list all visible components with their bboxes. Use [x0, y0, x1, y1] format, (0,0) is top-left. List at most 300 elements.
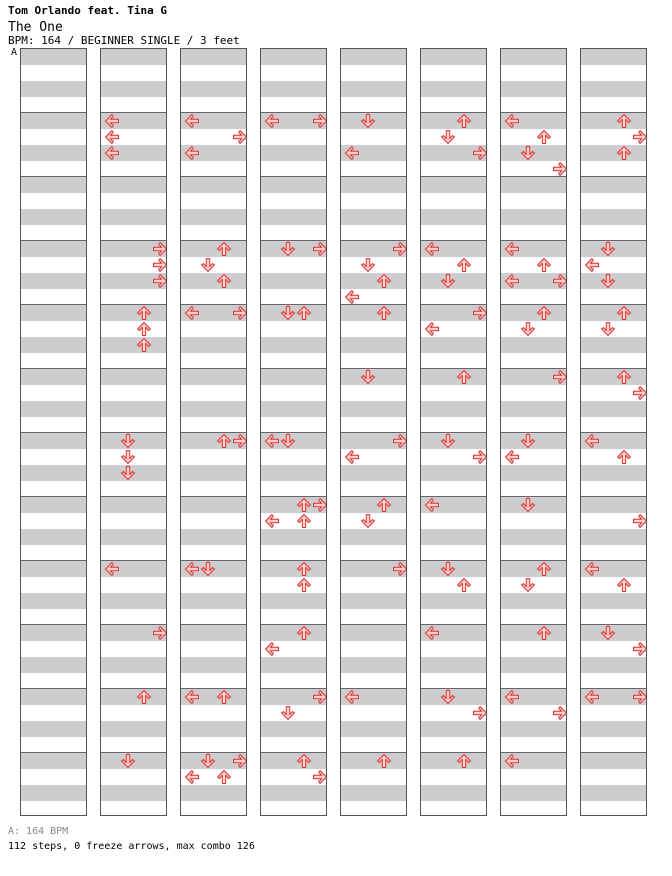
measure	[421, 176, 486, 240]
beat-band	[101, 401, 166, 417]
left-arrow-icon	[424, 497, 440, 513]
right-arrow-icon	[232, 753, 247, 769]
beat-band	[21, 305, 86, 321]
left-arrow-icon	[184, 305, 200, 321]
measure	[21, 496, 86, 560]
beat-band	[181, 785, 246, 801]
beat-band	[421, 337, 486, 353]
chart-column-4	[260, 48, 327, 816]
up-arrow-icon	[296, 561, 312, 577]
down-arrow-icon	[600, 241, 616, 257]
beat-band	[21, 625, 86, 641]
left-arrow-icon	[424, 625, 440, 641]
down-arrow-icon	[360, 369, 376, 385]
beat-band	[501, 721, 566, 737]
measure	[341, 176, 406, 240]
beat-band	[21, 145, 86, 161]
beat-band	[581, 657, 646, 673]
left-arrow-icon	[504, 449, 520, 465]
down-arrow-icon	[520, 433, 536, 449]
left-arrow-icon	[184, 689, 200, 705]
up-arrow-icon	[616, 145, 632, 161]
left-arrow-icon	[504, 273, 520, 289]
beat-band	[421, 721, 486, 737]
measure	[21, 176, 86, 240]
measure	[101, 496, 166, 560]
beat-band	[421, 657, 486, 673]
down-arrow-icon	[440, 561, 456, 577]
beat-band	[581, 113, 646, 129]
beat-band	[101, 593, 166, 609]
up-arrow-icon	[216, 273, 232, 289]
measure	[101, 304, 166, 368]
bpm-marker-label: A	[11, 47, 18, 58]
beat-band	[181, 81, 246, 97]
measure	[501, 48, 566, 112]
beat-band	[261, 625, 326, 641]
beat-band	[261, 593, 326, 609]
beat-band	[421, 529, 486, 545]
measure	[101, 688, 166, 752]
beat-band	[341, 625, 406, 641]
up-arrow-icon	[456, 113, 472, 129]
down-arrow-icon	[600, 273, 616, 289]
chart-column-6	[420, 48, 487, 816]
chart-column-3	[180, 48, 247, 816]
beat-band	[581, 49, 646, 65]
beat-band	[101, 721, 166, 737]
beat-band	[21, 209, 86, 225]
up-arrow-icon	[616, 577, 632, 593]
right-arrow-icon	[312, 769, 327, 785]
left-arrow-icon	[344, 289, 360, 305]
beat-band	[261, 529, 326, 545]
beat-band	[101, 81, 166, 97]
down-arrow-icon	[440, 689, 456, 705]
measure	[181, 496, 246, 560]
beat-band	[181, 497, 246, 513]
measure	[21, 624, 86, 688]
beat-band	[261, 273, 326, 289]
beat-band	[341, 177, 406, 193]
up-arrow-icon	[136, 305, 152, 321]
right-arrow-icon	[552, 273, 567, 289]
beat-band	[181, 657, 246, 673]
beat-band	[181, 49, 246, 65]
right-arrow-icon	[152, 241, 167, 257]
measure	[341, 624, 406, 688]
beat-band	[421, 593, 486, 609]
beat-band	[501, 305, 566, 321]
beat-band	[501, 337, 566, 353]
beat-band	[501, 401, 566, 417]
beat-band	[21, 785, 86, 801]
left-arrow-icon	[584, 433, 600, 449]
right-arrow-icon	[632, 641, 647, 657]
beat-band	[341, 785, 406, 801]
beat-band	[181, 625, 246, 641]
measure	[421, 368, 486, 432]
beat-band	[341, 657, 406, 673]
beat-band	[261, 753, 326, 769]
beat-band	[101, 785, 166, 801]
right-arrow-icon	[392, 433, 407, 449]
beat-band	[581, 337, 646, 353]
up-arrow-icon	[616, 113, 632, 129]
down-arrow-icon	[280, 705, 296, 721]
measure	[181, 624, 246, 688]
down-arrow-icon	[360, 257, 376, 273]
left-arrow-icon	[344, 145, 360, 161]
right-arrow-icon	[632, 689, 647, 705]
left-arrow-icon	[104, 113, 120, 129]
beat-band	[101, 497, 166, 513]
measure	[101, 48, 166, 112]
down-arrow-icon	[200, 561, 216, 577]
beat-band	[261, 369, 326, 385]
measure	[261, 560, 326, 624]
beat-band	[501, 529, 566, 545]
beat-band	[341, 721, 406, 737]
measure	[181, 368, 246, 432]
right-arrow-icon	[472, 305, 487, 321]
beat-band	[581, 145, 646, 161]
up-arrow-icon	[296, 497, 312, 513]
up-arrow-icon	[456, 577, 472, 593]
measure	[421, 752, 486, 816]
measure	[21, 112, 86, 176]
left-arrow-icon	[504, 113, 520, 129]
down-arrow-icon	[200, 753, 216, 769]
beat-band	[581, 593, 646, 609]
left-arrow-icon	[344, 449, 360, 465]
beat-band	[341, 273, 406, 289]
right-arrow-icon	[232, 433, 247, 449]
beat-band	[101, 337, 166, 353]
beat-band	[341, 497, 406, 513]
beat-band	[21, 721, 86, 737]
up-arrow-icon	[296, 305, 312, 321]
beat-band	[421, 753, 486, 769]
beat-band	[21, 433, 86, 449]
step-summary: 112 steps, 0 freeze arrows, max combo 126	[8, 841, 255, 852]
measure	[101, 176, 166, 240]
right-arrow-icon	[632, 385, 647, 401]
beat-band	[101, 369, 166, 385]
beat-band	[101, 49, 166, 65]
down-arrow-icon	[520, 321, 536, 337]
beat-band	[21, 49, 86, 65]
right-arrow-icon	[632, 129, 647, 145]
down-arrow-icon	[520, 497, 536, 513]
beat-band	[261, 145, 326, 161]
beat-band	[501, 465, 566, 481]
left-arrow-icon	[104, 561, 120, 577]
up-arrow-icon	[216, 433, 232, 449]
beat-band	[21, 273, 86, 289]
beat-band	[261, 721, 326, 737]
beat-band	[501, 657, 566, 673]
beat-band	[421, 177, 486, 193]
beat-band	[261, 177, 326, 193]
beat-band	[21, 465, 86, 481]
beat-band	[581, 209, 646, 225]
down-arrow-icon	[520, 145, 536, 161]
measure	[341, 48, 406, 112]
beat-band	[21, 657, 86, 673]
beat-band	[421, 785, 486, 801]
beat-band	[261, 657, 326, 673]
left-arrow-icon	[504, 753, 520, 769]
up-arrow-icon	[456, 369, 472, 385]
up-arrow-icon	[376, 753, 392, 769]
down-arrow-icon	[280, 305, 296, 321]
left-arrow-icon	[424, 241, 440, 257]
up-arrow-icon	[296, 625, 312, 641]
right-arrow-icon	[232, 305, 247, 321]
measure	[181, 176, 246, 240]
left-arrow-icon	[344, 689, 360, 705]
beat-band	[181, 369, 246, 385]
beat-band	[21, 241, 86, 257]
beat-band	[261, 81, 326, 97]
measure	[501, 624, 566, 688]
down-arrow-icon	[440, 433, 456, 449]
beat-band	[341, 305, 406, 321]
measure	[101, 368, 166, 432]
beat-band	[421, 209, 486, 225]
up-arrow-icon	[296, 513, 312, 529]
right-arrow-icon	[552, 369, 567, 385]
up-arrow-icon	[136, 689, 152, 705]
beat-band	[21, 593, 86, 609]
down-arrow-icon	[600, 321, 616, 337]
beat-band	[21, 177, 86, 193]
beat-band	[181, 337, 246, 353]
left-arrow-icon	[424, 321, 440, 337]
right-arrow-icon	[552, 705, 567, 721]
right-arrow-icon	[632, 513, 647, 529]
measure	[21, 560, 86, 624]
beat-band	[261, 561, 326, 577]
up-arrow-icon	[536, 305, 552, 321]
down-arrow-icon	[360, 113, 376, 129]
up-arrow-icon	[296, 577, 312, 593]
left-arrow-icon	[184, 113, 200, 129]
beat-band	[501, 49, 566, 65]
beat-band	[341, 529, 406, 545]
measure	[261, 48, 326, 112]
measure	[21, 752, 86, 816]
right-arrow-icon	[152, 257, 167, 273]
bpm-legend: A: 164 BPM	[8, 826, 69, 837]
beat-band	[21, 337, 86, 353]
right-arrow-icon	[152, 273, 167, 289]
left-arrow-icon	[184, 769, 200, 785]
beat-band	[581, 401, 646, 417]
beat-band	[581, 721, 646, 737]
down-arrow-icon	[280, 241, 296, 257]
right-arrow-icon	[312, 689, 327, 705]
beat-band	[181, 273, 246, 289]
beat-band	[501, 561, 566, 577]
beat-band	[181, 593, 246, 609]
beat-band	[101, 529, 166, 545]
beat-band	[421, 81, 486, 97]
down-arrow-icon	[200, 257, 216, 273]
left-arrow-icon	[264, 113, 280, 129]
beat-band	[341, 337, 406, 353]
measure	[261, 368, 326, 432]
left-arrow-icon	[504, 689, 520, 705]
right-arrow-icon	[152, 625, 167, 641]
beat-band	[181, 177, 246, 193]
up-arrow-icon	[216, 241, 232, 257]
beat-band	[181, 401, 246, 417]
beat-band	[341, 465, 406, 481]
up-arrow-icon	[616, 305, 632, 321]
left-arrow-icon	[184, 145, 200, 161]
right-arrow-icon	[552, 161, 567, 177]
beat-band	[421, 465, 486, 481]
up-arrow-icon	[456, 753, 472, 769]
beat-band	[421, 401, 486, 417]
right-arrow-icon	[472, 145, 487, 161]
down-arrow-icon	[120, 433, 136, 449]
right-arrow-icon	[312, 113, 327, 129]
up-arrow-icon	[616, 369, 632, 385]
beat-band	[581, 177, 646, 193]
down-arrow-icon	[280, 433, 296, 449]
beat-band	[101, 209, 166, 225]
right-arrow-icon	[232, 129, 247, 145]
up-arrow-icon	[376, 305, 392, 321]
beat-band	[501, 177, 566, 193]
up-arrow-icon	[296, 753, 312, 769]
up-arrow-icon	[456, 257, 472, 273]
left-arrow-icon	[584, 257, 600, 273]
down-arrow-icon	[120, 753, 136, 769]
down-arrow-icon	[120, 465, 136, 481]
beat-band	[261, 209, 326, 225]
up-arrow-icon	[216, 769, 232, 785]
right-arrow-icon	[312, 241, 327, 257]
left-arrow-icon	[104, 145, 120, 161]
beat-band	[21, 529, 86, 545]
beat-band	[581, 369, 646, 385]
right-arrow-icon	[312, 497, 327, 513]
left-arrow-icon	[584, 561, 600, 577]
beat-band	[21, 401, 86, 417]
left-arrow-icon	[184, 561, 200, 577]
up-arrow-icon	[136, 321, 152, 337]
beat-band	[21, 561, 86, 577]
beat-band	[341, 593, 406, 609]
up-arrow-icon	[136, 337, 152, 353]
up-arrow-icon	[536, 257, 552, 273]
left-arrow-icon	[584, 689, 600, 705]
beat-band	[501, 785, 566, 801]
up-arrow-icon	[616, 449, 632, 465]
up-arrow-icon	[536, 561, 552, 577]
chart-column-7	[500, 48, 567, 816]
right-arrow-icon	[392, 241, 407, 257]
beat-band	[21, 113, 86, 129]
beat-band	[101, 689, 166, 705]
down-arrow-icon	[440, 129, 456, 145]
down-arrow-icon	[600, 625, 616, 641]
beat-band	[581, 785, 646, 801]
down-arrow-icon	[440, 273, 456, 289]
beat-band	[261, 785, 326, 801]
beat-band	[181, 529, 246, 545]
beat-band	[261, 49, 326, 65]
beat-band	[421, 49, 486, 65]
chart-column-5	[340, 48, 407, 816]
beat-band	[261, 465, 326, 481]
beat-band	[501, 81, 566, 97]
down-arrow-icon	[520, 577, 536, 593]
up-arrow-icon	[216, 689, 232, 705]
measure	[501, 176, 566, 240]
beat-band	[21, 689, 86, 705]
up-arrow-icon	[536, 625, 552, 641]
beat-band	[341, 209, 406, 225]
right-arrow-icon	[472, 449, 487, 465]
beat-band	[181, 721, 246, 737]
beat-band	[21, 497, 86, 513]
down-arrow-icon	[360, 513, 376, 529]
left-arrow-icon	[504, 241, 520, 257]
beat-band	[341, 81, 406, 97]
up-arrow-icon	[376, 497, 392, 513]
beat-band	[21, 369, 86, 385]
beat-band	[21, 81, 86, 97]
beat-band	[581, 305, 646, 321]
beat-band	[101, 177, 166, 193]
beat-band	[501, 625, 566, 641]
beat-band	[181, 209, 246, 225]
measure	[21, 368, 86, 432]
beat-band	[501, 209, 566, 225]
measure	[181, 48, 246, 112]
beat-band	[181, 465, 246, 481]
measure	[581, 752, 646, 816]
song-artist: Tom Orlando feat. Tina G	[8, 4, 167, 17]
left-arrow-icon	[264, 641, 280, 657]
song-title: The One	[8, 20, 63, 35]
beat-band	[421, 369, 486, 385]
chart-column-1	[20, 48, 87, 816]
left-arrow-icon	[104, 129, 120, 145]
beat-band	[341, 401, 406, 417]
measure	[21, 688, 86, 752]
up-arrow-icon	[376, 273, 392, 289]
beat-band	[341, 49, 406, 65]
measure	[341, 752, 406, 816]
beat-band	[581, 497, 646, 513]
left-arrow-icon	[264, 433, 280, 449]
up-arrow-icon	[536, 129, 552, 145]
beat-band	[581, 81, 646, 97]
beat-band	[581, 465, 646, 481]
chart-info: BPM: 164 / BEGINNER SINGLE / 3 feet	[8, 34, 240, 47]
measure	[581, 176, 646, 240]
beat-band	[181, 241, 246, 257]
measure	[581, 48, 646, 112]
measure	[21, 48, 86, 112]
measure	[261, 176, 326, 240]
